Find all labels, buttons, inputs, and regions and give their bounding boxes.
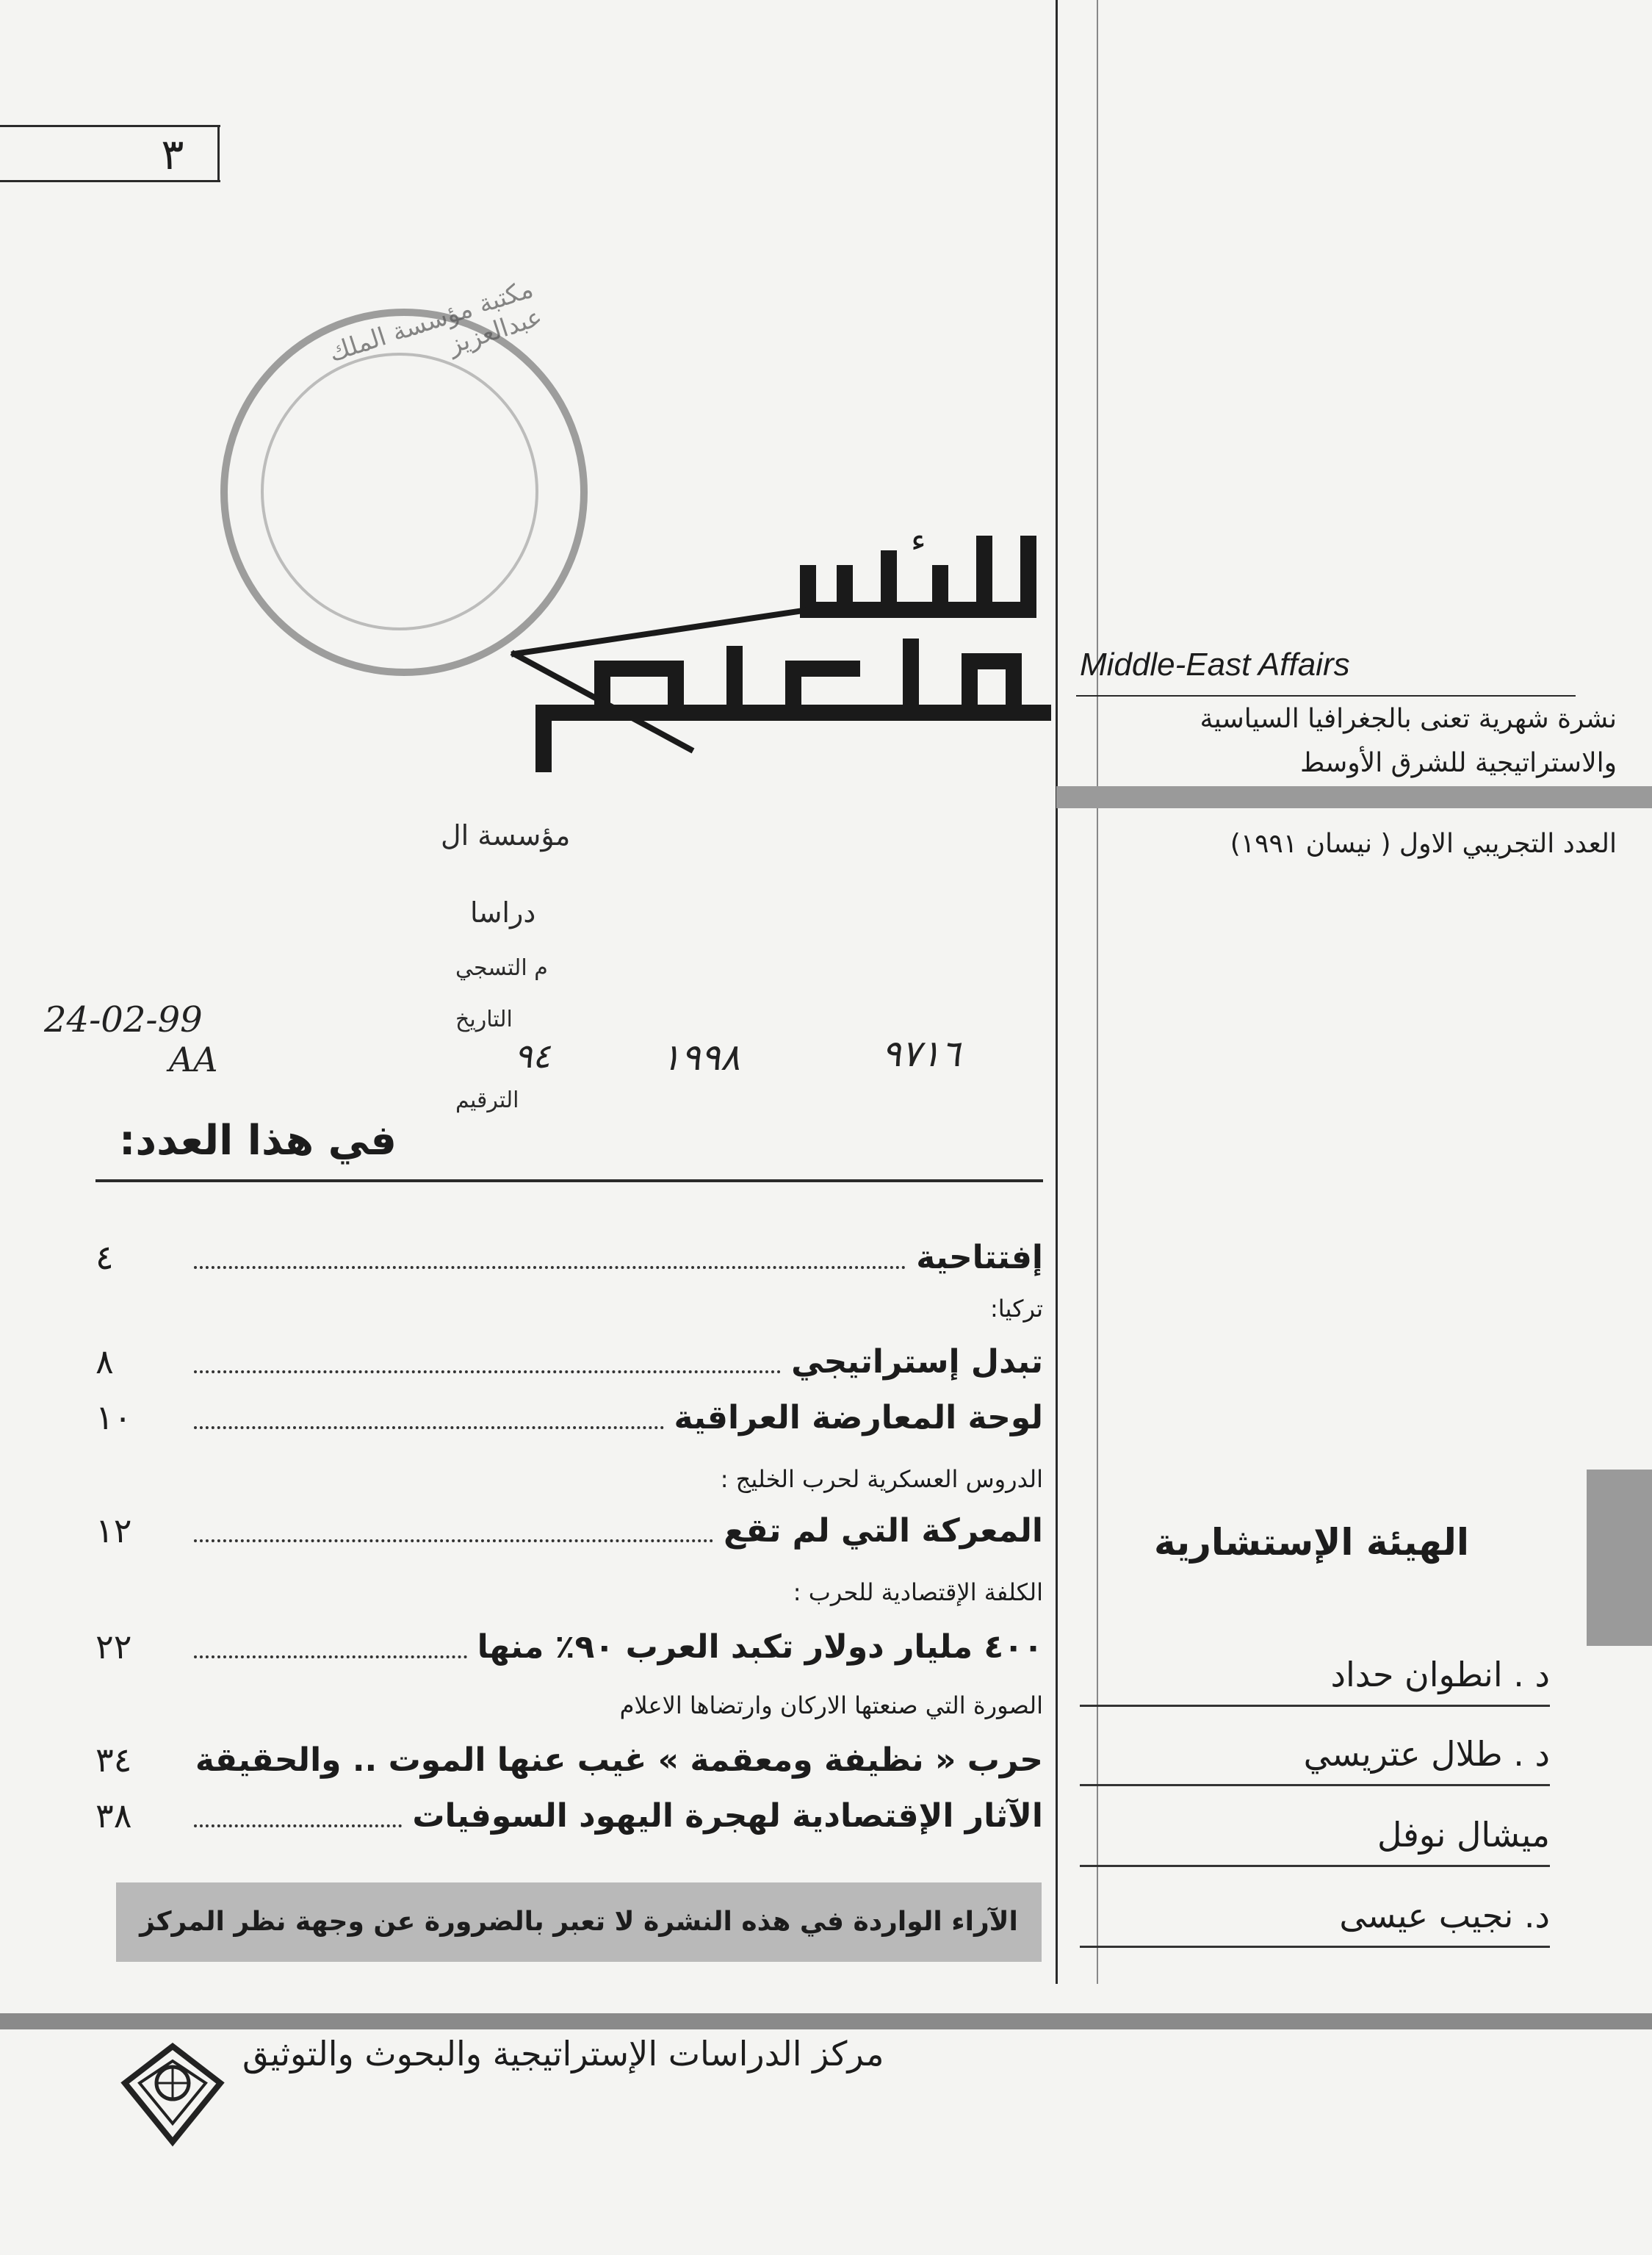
toc-page: ٣٨ [95, 1796, 132, 1835]
toc-leader-dots [194, 1350, 781, 1373]
subtitle-line-2: والاستراتيجية للشرق الأوسط [1299, 748, 1617, 778]
masthead-grey-band [1056, 786, 1652, 808]
top-left-rule [0, 125, 220, 127]
handwritten-number: ٩٧١٦ [881, 1032, 961, 1075]
disclaimer-banner: الآراء الواردة في هذه النشرة لا تعبر بالضرورة عن وجهة نظر المركز [116, 1882, 1042, 1962]
toc-row[interactable] [95, 1395, 1043, 1440]
toc-row[interactable] [95, 1793, 1043, 1838]
subtitle-line-1: نشرة شهرية تعنى بالجغرافيا السياسية [1200, 704, 1617, 734]
toc-rule [95, 1179, 1043, 1182]
toc-category: الدروس العسكرية لحرب الخليج : [720, 1465, 1043, 1493]
toc-page: ١٠ [95, 1398, 132, 1437]
toc-page: ٨ [95, 1342, 114, 1381]
registration-studies: دراسا [470, 896, 536, 929]
footer-band [0, 2013, 1652, 2029]
toc-leader-dots [194, 1406, 664, 1429]
board-grey-band [1587, 1470, 1652, 1646]
toc-title: تبدل إستراتيجي [791, 1342, 1043, 1381]
toc-row[interactable] [95, 1624, 1043, 1669]
board-member: د . طلال عتريسي [1080, 1734, 1550, 1786]
issue-info: العدد التجريبي الاول ( نيسان ١٩٩١) [1230, 829, 1617, 859]
globe-cube-icon [118, 2039, 228, 2149]
handwritten-code: AA [169, 1040, 218, 1079]
toc-leader-dots [194, 1519, 713, 1542]
main-column-divider [1056, 0, 1058, 1984]
english-title: Middle-East Affairs [1080, 647, 1350, 683]
toc-row[interactable] [95, 1508, 1043, 1553]
toc-row[interactable] [95, 1339, 1043, 1384]
toc-heading: في هذا العدد: [119, 1117, 397, 1165]
top-left-rule-2 [0, 180, 220, 182]
toc-page: ٤ [95, 1237, 114, 1277]
board-member: د . انطوان حداد [1080, 1655, 1550, 1707]
toc-page: ١٢ [95, 1511, 132, 1550]
registration-institution: مؤسسة ال [441, 819, 571, 852]
masthead-rule [1076, 695, 1576, 697]
toc-title: المعركة التي لم تقع [724, 1511, 1043, 1550]
board-member: د. نجيب عيسى [1080, 1896, 1550, 1948]
advisory-board-heading: الهيئة الإستشارية [1154, 1521, 1469, 1564]
logo-hamza: ء [911, 529, 926, 559]
registration-label: م التسجي [455, 955, 548, 981]
board-member: ميشال نوفل [1080, 1815, 1550, 1867]
registration-order-label: الترقيم [455, 1087, 519, 1113]
toc-title: إفتتاحية [916, 1238, 1043, 1276]
toc-row[interactable] [95, 1737, 1043, 1783]
toc-leader-dots [194, 1635, 467, 1658]
registration-date-label: التاريخ [455, 1007, 513, 1032]
toc-page: ٣٤ [95, 1740, 132, 1780]
research-center-name: مركز الدراسات الإستراتيجية والبحوث والتوثيق [242, 2034, 884, 2074]
toc-page: ٢٢ [95, 1627, 132, 1666]
page-number: ٣ [161, 129, 184, 179]
handwritten-small: ٩٤ [514, 1036, 551, 1076]
handwritten-date: 24-02-99 [44, 999, 203, 1040]
toc-leader-dots [194, 1245, 906, 1269]
toc-category: تركيا: [990, 1295, 1043, 1323]
toc-leader-dots [194, 1804, 402, 1827]
library-stamp-text: مكتبة مؤسسة الملك عبدالعزيز [325, 274, 547, 368]
toc-title: حرب « نظيفة ومعقمة » غيب عنها الموت .. والحقيقة [195, 1741, 1043, 1779]
toc-row[interactable] [95, 1234, 1043, 1280]
publication-logo [499, 529, 1058, 794]
toc-title: لوحة المعارضة العراقية [674, 1398, 1043, 1436]
toc-category: الكلفة الإقتصادية للحرب : [793, 1578, 1043, 1606]
handwritten-year: ١٩٩٨ [661, 1036, 740, 1079]
toc-category: الصورة التي صنعتها الاركان وارتضاها الاعلام [619, 1691, 1043, 1719]
toc-title: الآثار الإقتصادية لهجرة اليهود السوفيات [412, 1797, 1043, 1835]
toc-title: ٤٠٠ مليار دولار تكبد العرب ٩٠٪ منها [477, 1628, 1043, 1666]
